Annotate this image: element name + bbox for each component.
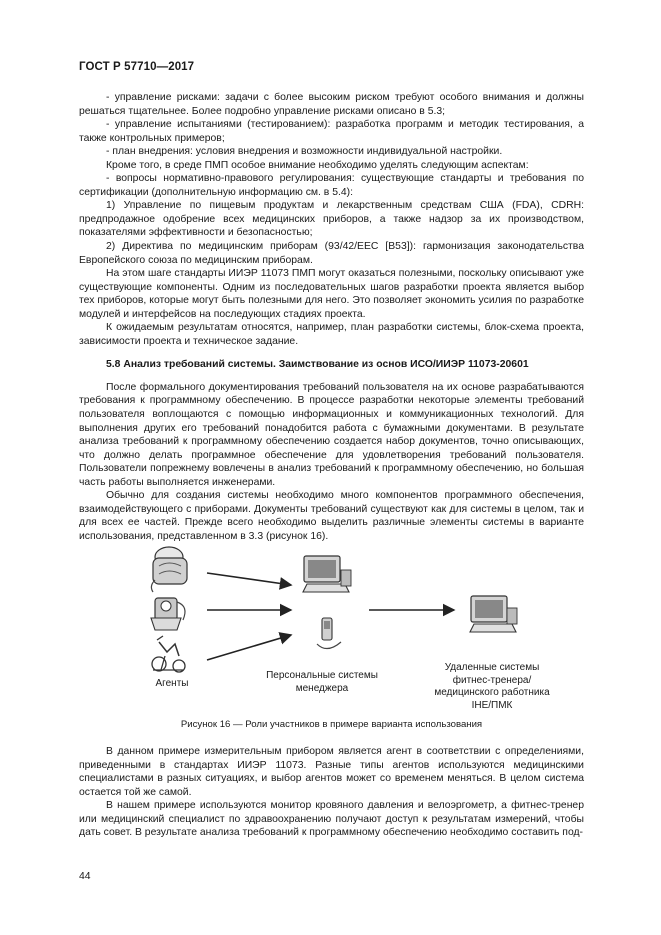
paragraph: В данном примере измерительным прибором является агент в соответствии с определениями, приведенными в стандартах ИИЭР 11073. Разные типы агентов используются медицинскими специалистами в разных ситуациях, и выбор агентов может со временем меняться. В целом система остается той же самой. [79,746,584,798]
arrow-agent-1 [207,573,291,585]
arrow-agent-3 [207,635,291,660]
paragraph: Обычно для создания системы необходимо много компонентов программного обеспечения, взаимодействующего с приборами. Документы требований существуют как для системы в целом, так и для всех ее частей. Прежде всего необходимо выделить различные элементы системы в варианте использования, представленном в 3.3 (рисунок 16). [79,490,584,542]
document-header: ГОСТ Р 57710—2017 [79,61,195,73]
blood-pressure-cuff-icon [151,547,187,592]
label-agents: Агенты [155,678,189,689]
paragraph: К ожидаемым результатам относятся, например, план разработки системы, блок-схема проекта, зависимости проекта и техническое задание. [79,322,584,347]
exercise-bike-icon [152,636,185,672]
body-text-bottom [79,745,584,840]
figure-16 [79,540,584,715]
paragraph: На этом шаге стандарты ИИЭР 11073 ПМП могут оказаться полезными, поскольку описывают уже существующие компоненты. Одним из последовательных шагов разработки проекта является выбор тех приборов, которые могут быть полезными для него. Это позволяет экономить усилия по разработке модулей и интерфейсов на последующих стадиях проекта. [79,268,584,320]
page-number: 44 [79,871,91,882]
paragraph: - управление рисками: задачи с более высоким риском требуют особого внимания и должны решаться тщательнее. Более подробно управление рисками описано в 5.3; [79,92,584,117]
section-title: 5.8 Анализ требований системы. Заимствование из основ ИСО/ИИЭР 11073-20601 [106,359,529,371]
personal-computer-icon [303,556,351,592]
paragraph: Кроме того, в среде ПМП особое внимание необходимо уделять следующим аспектам: [106,159,529,171]
remote-computer-icon [470,596,517,632]
label-manager-systems: Персональные системы менеджера [266,670,378,694]
paragraph: 2) Директива по медицинским приборам (93/42/EEC [B53]): гармонизация законодательства Европейского союза по медицинским приборам. [79,241,584,266]
paragraph: - управление испытаниями (тестированием): разработка программ и методик тестирования, а также контрольных примеров; [79,119,584,144]
mobile-phone-icon [317,618,341,649]
paragraph: 1) Управление по пищевым продуктам и лекарственным средствам США (FDA), CDRH: предпродажное одобрение всех медицинских приборов, а также надзор за их производством, показателями эффективности и безопасностью; [79,200,584,239]
paragraph: После формального документирования требований пользователя на их основе разрабатываются требования к программному обеспечению. В процессе разработки некоторые элементы требований пользователя воплощаются с помощью информационных и коммуникационных технологий. Для выполнения других его требований понадобится работа с бумажными документами. В результате анализа требований к программному обеспечению создается набор документов, точно описывающих, что должно делать программное обеспечение для удовлетворения требований пользователя. Пользователи попрежнему вовлечены в анализ требований к программному обеспечению, но большая часть работы выполняется инженерами. [79,381,584,488]
weight-scale-icon [151,598,185,630]
paragraph: - план внедрения: условия внедрения и возможности индивидуальной настройки. [106,146,503,158]
paragraph: В нашем примере используются монитор кровяного давления и велоэргометр, а фитнес-тренер или медицинский специалист по здравоохранению получают доступ к результатам измерений, чтобы дать совет. В результате анализа требований к программному обеспечению необходимо составить под- [79,800,584,839]
paragraph: - вопросы нормативно-правового регулирования: существующие стандарты и требования по сертификации (дополнительную информацию см. в 5.4): [79,173,584,198]
label-remote-systems: Удаленные системы фитнес-тренера/ медицинского работника IHE/ПМК [434,662,550,711]
figure-caption: Рисунок 16 — Роли участников в примере варианта использования [180,719,483,730]
body-text-top [79,91,584,544]
